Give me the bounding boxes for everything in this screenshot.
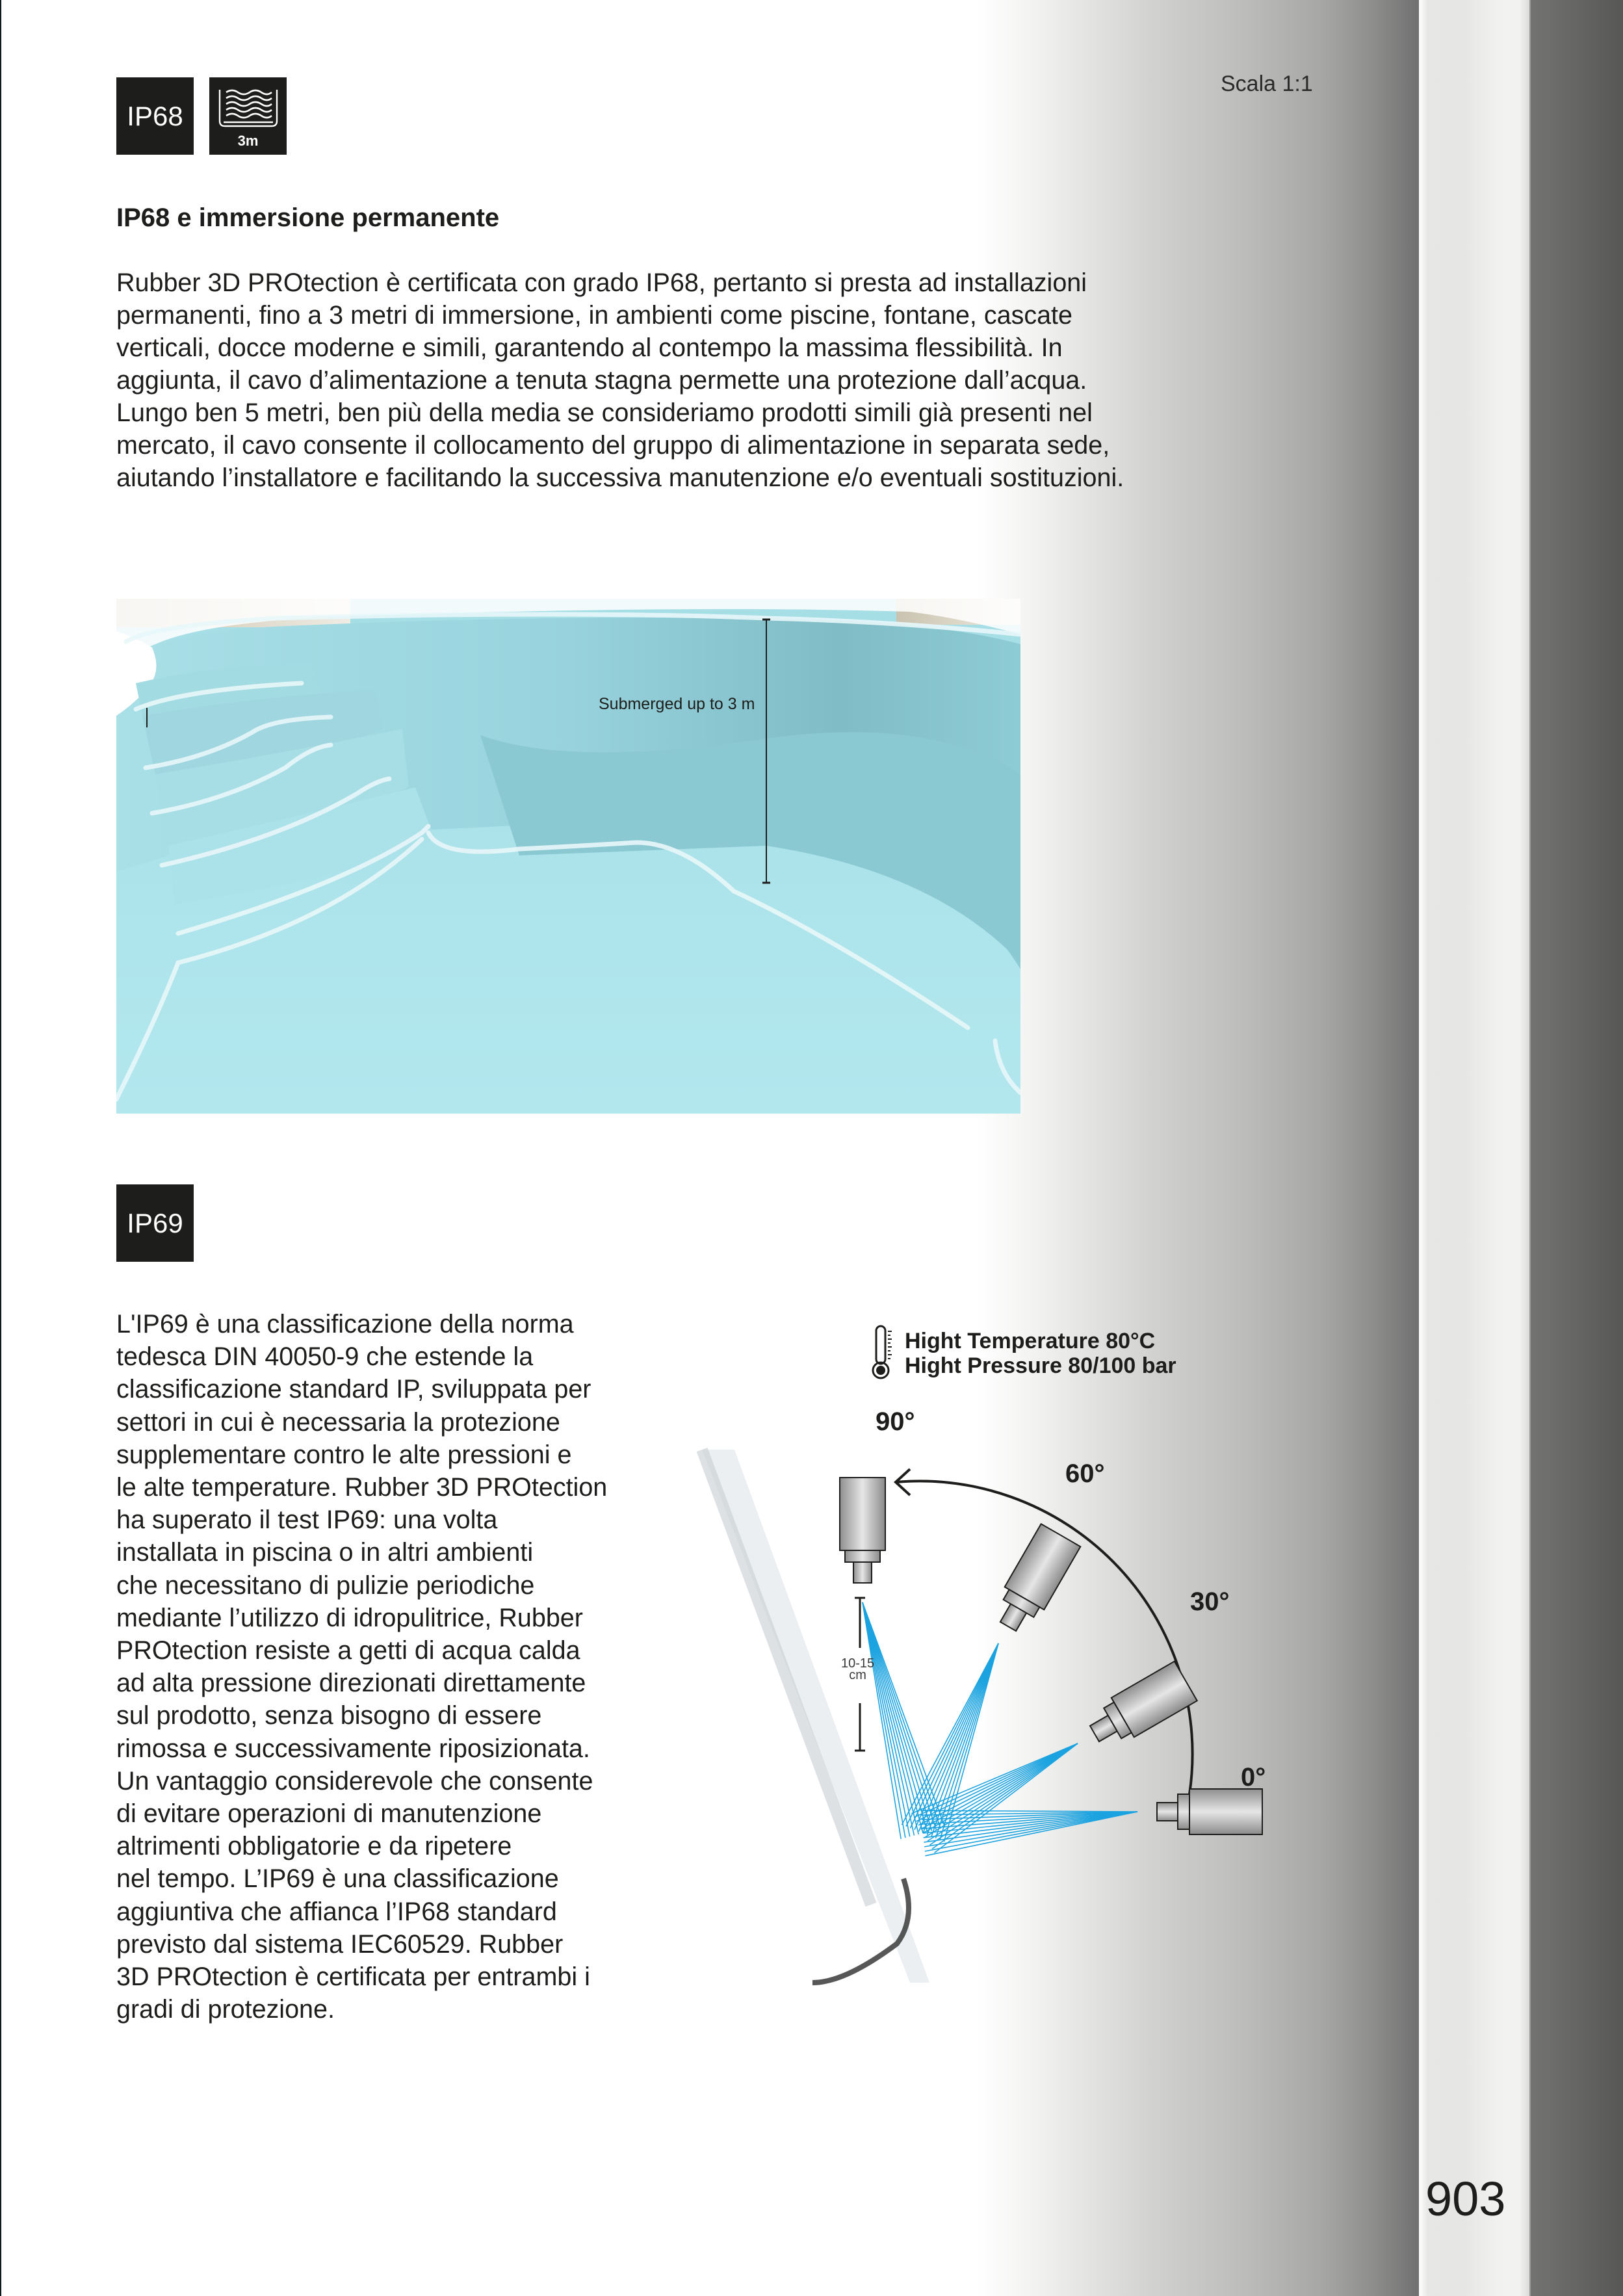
paragraph-line: supplementare contro le alte pressioni e <box>116 1440 572 1469</box>
ip68-section-title: IP68 e immersione permanente <box>116 203 500 232</box>
paragraph-line: rimossa e successivamente riposizionata. <box>116 1734 590 1763</box>
spec-pressure: Hight Pressure 80/100 bar <box>905 1353 1176 1378</box>
paragraph-line: permanenti, fino a 3 metri di immersione, in ambienti come piscine, fontane, cascate <box>116 301 1072 330</box>
nozzle-60 <box>989 1524 1081 1637</box>
ip68-badge <box>116 77 194 155</box>
paragraph-line: installata in piscina o in altri ambienti <box>116 1538 534 1567</box>
paragraph-line: PROtection resiste a getti di acqua calda <box>116 1636 580 1665</box>
ip68-badge-label: IP68 <box>127 100 183 131</box>
paragraph-line: Lungo ben 5 metri, ben più della media se consideriamo prodotti simili già presenti nel <box>116 398 1093 427</box>
paragraph-line: mediante l’utilizzo di idropulitrice, Rubber <box>116 1603 583 1632</box>
ip69-specs <box>905 1329 1176 1378</box>
paragraph-line: le alte temperature. Rubber 3D PROtection <box>116 1473 608 1502</box>
paragraph-line: Rubber 3D PROtection è certificata con grado IP68, pertanto si presta ad installazioni <box>116 268 1087 297</box>
spray-line <box>863 1602 918 1834</box>
pool-drawing <box>116 599 1020 1114</box>
ip69-badge-label: IP69 <box>127 1207 183 1238</box>
paragraph-line: settori in cui è necessaria la protezione <box>116 1407 560 1437</box>
spray-line <box>863 1602 945 1827</box>
paragraph-line: L'IP69 è una classificazione della norma <box>116 1310 574 1338</box>
angle-label-60: 60° <box>1065 1459 1105 1488</box>
angle-label-30: 30° <box>1190 1587 1230 1616</box>
water-immersion-icon <box>217 87 279 133</box>
nozzle-90 <box>840 1478 885 1583</box>
spray-line <box>911 1743 1078 1814</box>
spray-line <box>923 1643 998 1833</box>
angle-label-0: 0° <box>1241 1763 1266 1792</box>
paragraph-line: di evitare operazioni di manutenzione <box>116 1799 542 1829</box>
paragraph-line: aiutando l’installatore e facilitando la successiva manutenzione e/o eventuali sostituzioni. <box>116 463 1124 492</box>
thermometer-icon <box>873 1326 892 1378</box>
paragraph-line: che necessitano di pulizie periodiche <box>116 1571 535 1600</box>
spec-temperature: Hight Temperature 80°C <box>905 1329 1156 1353</box>
paragraph-line: gradi di protezione. <box>116 1995 335 2024</box>
ip68-paragraph <box>116 267 1221 494</box>
distance-unit: cm <box>849 1668 866 1682</box>
spray-line <box>863 1602 905 1838</box>
page-number: 903 <box>1425 2172 1506 2226</box>
paragraph-line: aggiuntiva che affianca l’IP68 standard <box>116 1897 557 1926</box>
paragraph-line: mercato, il cavo consente il collocamento del gruppo di alimentazione in separata sede, <box>116 431 1110 460</box>
paragraph-line: sul prodotto, senza bisogno di essere <box>116 1701 542 1730</box>
paragraph-line: verticali, docce moderne e simili, garantendo al contempo la massima flessibilità. In <box>116 333 1063 362</box>
spray-line <box>863 1602 928 1832</box>
depth-badge-label: 3m <box>237 132 259 149</box>
paragraph-line: classificazione standard IP, sviluppata per <box>116 1375 591 1404</box>
spray-line <box>863 1602 901 1839</box>
paragraph-line: aggiunta, il cavo d’alimentazione a tenuta stagna permette una protezione dall’acqua. <box>116 366 1087 395</box>
paragraph-line: 3D PROtection è certificata per entrambi i <box>116 1963 590 1992</box>
spray-line <box>916 1743 1078 1821</box>
spray-line <box>863 1602 936 1830</box>
angle-label-90: 90° <box>876 1407 915 1436</box>
spray-line <box>863 1602 923 1833</box>
ip69-badge <box>116 1184 194 1262</box>
ip69-paragraph <box>116 1308 649 2026</box>
pool-illustration <box>116 599 1020 1114</box>
nozzle-30 <box>1083 1662 1197 1754</box>
page-left-edge <box>0 0 1 2296</box>
paragraph-line: Un vantaggio considerevole che consente <box>116 1766 593 1795</box>
spray-line <box>863 1602 914 1836</box>
spray-diagram-drawing <box>682 1294 1332 1983</box>
depth-badge <box>209 77 287 155</box>
spray-line <box>936 1643 998 1838</box>
spray-line <box>924 1812 1137 1847</box>
pool-depth-caption: Submerged up to 3 m <box>599 695 755 713</box>
paragraph-line: previsto dal sistema IEC60529. Rubber <box>116 1929 564 1959</box>
paragraph-line: nel tempo. L’IP69 è una classificazione <box>116 1864 559 1894</box>
page-dark-edge-strip <box>1531 0 1623 2296</box>
scale-label: Scala 1:1 <box>1221 72 1313 96</box>
paragraph-line: ad alta pressione direzionati direttamente <box>116 1669 586 1698</box>
paragraph-line: altrimenti obbligatorie e da ripetere <box>116 1832 512 1861</box>
page-tab-strip <box>1419 0 1531 2296</box>
nozzles <box>840 1478 1262 1834</box>
distance-value: 10-15 <box>841 1656 875 1671</box>
ip69-spray-diagram <box>682 1294 1332 1983</box>
nozzle-0 <box>1157 1789 1262 1834</box>
paragraph-line: ha superato il test IP69: una volta <box>116 1506 498 1535</box>
paragraph-line: tedesca DIN 40050-9 che estende la <box>116 1342 534 1372</box>
distance-label <box>841 1658 874 1681</box>
